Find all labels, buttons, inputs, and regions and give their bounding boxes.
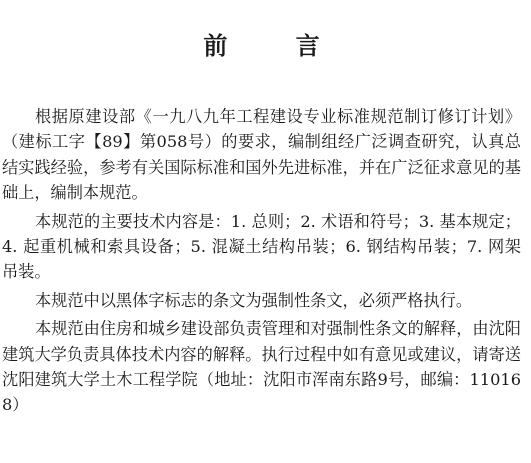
paragraph-contents: 本规范的主要技术内容是：1. 总则；2. 术语和符号；3. 基本规定；4. 起重机械和索具设备；5. 混凝土结构吊装；6. 钢结构吊装；7. 网架吊装。 <box>2 211 521 282</box>
paragraph-basis: 根据原建设部《一九八九年工程建设专业标准规范制订修订计划》（建标工字【89】第058号）的要求，编制组经广泛调查研究，认真总结实践经验，参考有关国际标准和国外先进标准，并在广泛征求意见的基础上，编制本规范。 <box>2 107 521 203</box>
paragraph-mandatory: 本规范中以黑体字标志的条文为强制性条文，必须严格执行。 <box>35 290 473 310</box>
paragraph-management: 本规范由住房和城乡建设部负责管理和对强制性条文的解释，由沈阳建筑大学负责具体技术内容的解释。执行过程中如有意见或建议，请寄送沈阳建筑大学土木工程学院（地址：沈阳市浑南东路9号，邮编：110168） <box>2 319 521 415</box>
page-title: 前 言 <box>203 32 350 60</box>
